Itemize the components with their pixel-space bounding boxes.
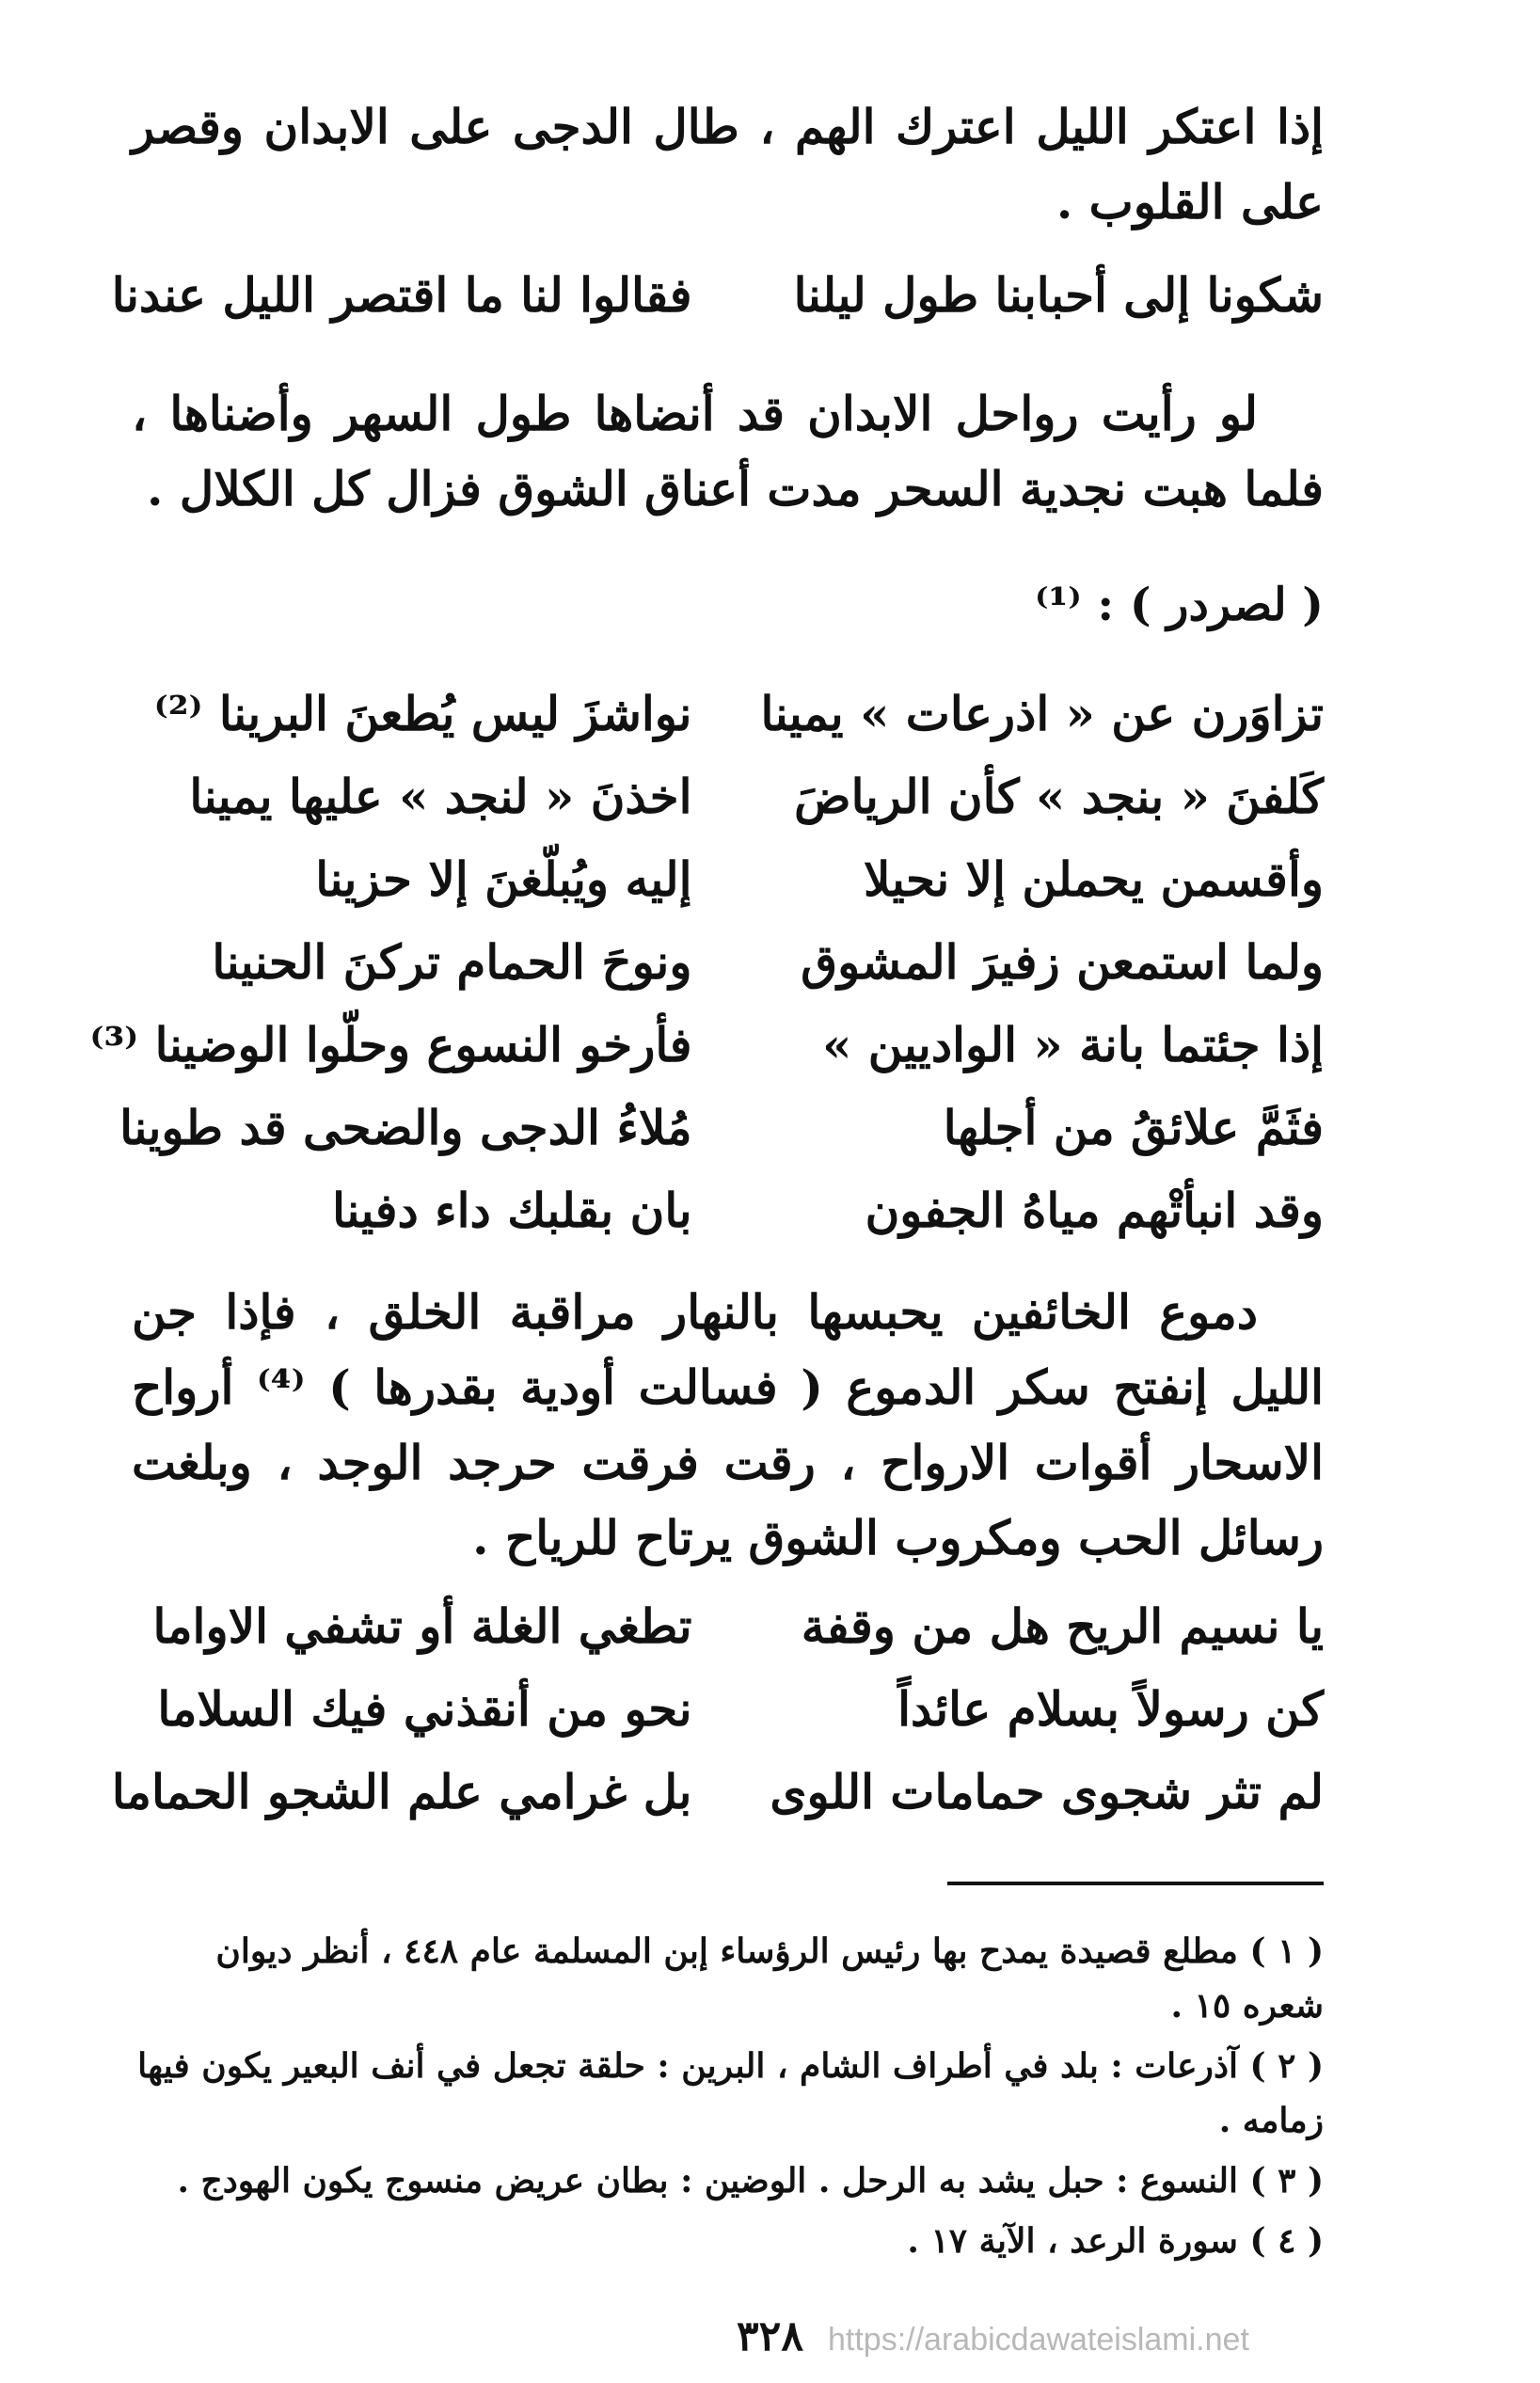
page-number: ٣٢٨ [737,2312,803,2360]
paragraph-2: لو رأيت رواحل الابدان قد أنضاها طول السهر وأضناها ، فلما هبت نجدية السحر مدت أعناق الشوق فزال كل الكلال . [132,386,1324,516]
footnote-3: ( ٣ ) النسوع : حبل يشد به الرحل . الوضين : بطان عريض منسوج يكون الهودج . [177,2161,1324,2200]
footnotes [132,1924,1324,2274]
watermark-url: https://arabicdawateislami.net [828,2322,1249,2358]
verse-first-hemistich: كَلفنَ « بنجد » كأن الرياضَ [794,769,1324,824]
paragraph-1: إذا اعتكر الليل اعترك الهم ، طال الدجى على الابدان وقصر على القلوب . [132,99,1324,230]
verse-row [132,755,1324,838]
verse-second-hemistich: ونوحَ الحمام تركنَ الحنينا [212,934,692,990]
verse-second-hemistich: اخذنَ « لنجد » عليها يمينا [189,769,692,824]
verse-first-hemistich: وأقسمن يحملن إلا نحيلا [864,851,1324,907]
verse-second-hemistich: مُلاءُ الدجى والضحى قد طوينا [119,1100,692,1155]
couplet-row [111,254,1324,337]
verse-second-hemistich: تطغي الغلة أو تشفي الاواما [152,1598,692,1654]
verse-row [132,1169,1324,1252]
verse-row [89,1004,1324,1087]
footnote-1: ( ١ ) مطلع قصيدة يمدح بها رئيس الرؤساء إبن المسلمة عام ٤٤٨ ، أنظر ديوان شعره ١٥ . [215,1931,1324,2026]
verse-row [111,1751,1324,1834]
verse-first-hemistich: إذا جئتما بانة « الواديين » [822,1017,1324,1072]
verse-row [132,1585,1324,1668]
verse-first-hemistich: يا نسيم الريح هل من وقفة [801,1598,1324,1654]
poem-1 [89,673,1324,1252]
verse-second-hemistich: بان بقلبك داء دفينا [332,1183,692,1238]
poem-attribution: ( لصردر ) : ⁽¹⁾ [1035,579,1324,631]
opening-couplet [111,254,1324,337]
verse-second-hemistich: نواشزَ ليس يُطعنَ البرينا ⁽²⁾ [153,686,692,741]
verse-row [132,673,1324,755]
verse-second-hemistich: إليه ويُبلّغنَ إلا حزينا [315,851,692,907]
verse-second-hemistich: فأرخو النسوع وحلّوا الوضينا ⁽³⁾ [89,1017,692,1072]
couplet-first-hemistich: شكونا إلى أحبابنا طول ليلنا [793,267,1324,323]
verse-first-hemistich: ولما استمعن زفيرَ المشوق [801,934,1324,990]
verse-first-hemistich: تزاوَرن عن « اذرعات » يمينا [760,686,1324,741]
verse-second-hemistich: نحو من أنقذني فيك السلاما [157,1681,692,1737]
verse-row [132,1668,1324,1751]
verse-row [119,1087,1324,1169]
verse-row [132,838,1324,921]
paragraph-3: دموع الخائفين يحبسها بالنهار مراقبة الخلق ، فإذا جن الليل إنفتح سكر الدموع ( فسالت أودية بقدرها ) ⁽⁴⁾ أرواح الاسحار أقوات الارواح ، رقت فرقت حرجد الوجد ، وبلغت رسائل الحب ومكروب الشوق يرتاح للرياح . [132,1284,1324,1565]
verse-row [132,921,1324,1004]
poem-2 [111,1585,1324,1834]
footnote-separator [947,1882,1324,1885]
footnote-2: ( ٢ ) آذرعات : بلد في أطراف الشام ، البرين : حلقة تجعل في أنف البعير يكون فيها زمامه . [137,2046,1324,2140]
verse-first-hemistich: وقد انبأتْهم مياهُ الجفون [865,1183,1324,1238]
verse-first-hemistich: لم تثر شجوى حمامات اللوى [770,1764,1324,1819]
verse-first-hemistich: كن رسولاً بسلام عائداً [897,1681,1324,1737]
footnote-4: ( ٤ ) سورة الرعد ، الآية ١٧ . [907,2221,1324,2261]
verse-second-hemistich: بل غرامي علم الشجو الحماما [111,1764,692,1819]
couplet-second-hemistich: فقالوا لنا ما اقتصر الليل عندنا [111,267,692,323]
verse-first-hemistich: فثَمَّ علائقُ من أجلها [943,1100,1324,1155]
